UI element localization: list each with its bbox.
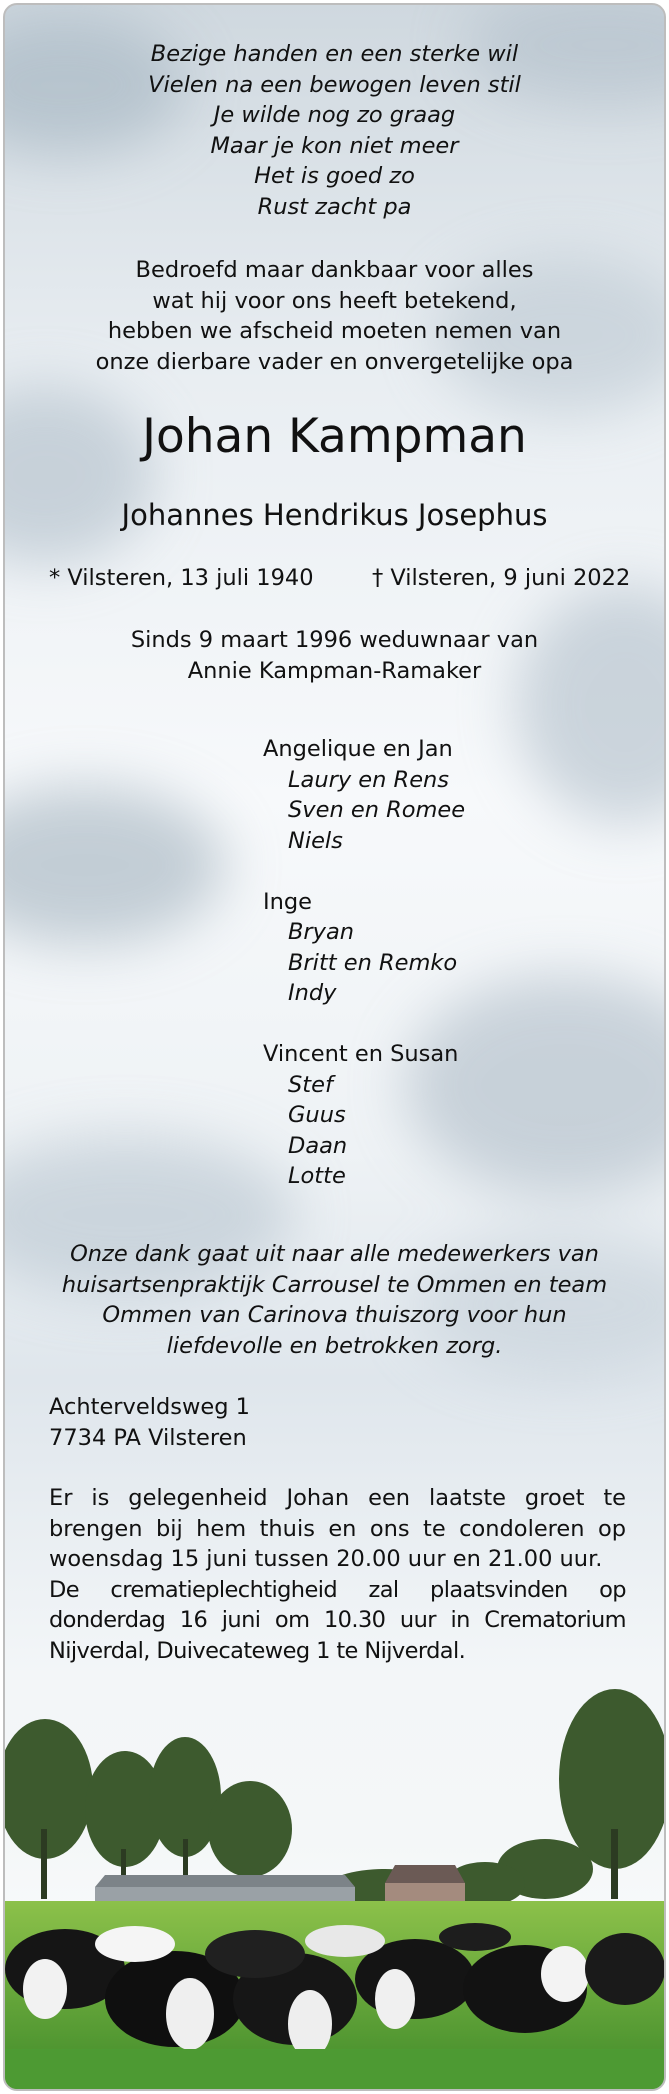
family-child: Niels bbox=[288, 827, 343, 854]
intro-text bbox=[5, 255, 664, 377]
poem-line: Maar je kon niet meer bbox=[210, 132, 459, 159]
poem-line: Je wilde nog zo graag bbox=[213, 102, 456, 128]
family-group bbox=[263, 734, 465, 856]
intro-line: Bedroefd maar dankbaar voor alles bbox=[135, 257, 534, 283]
widower-line: Sinds 9 maart 1996 weduwnaar van bbox=[130, 627, 539, 653]
family-group bbox=[263, 887, 465, 1009]
family-child: Guus bbox=[288, 1102, 346, 1128]
family-parents: Inge bbox=[263, 888, 313, 915]
death-info: † Vilsteren, 9 juni 2022 bbox=[372, 565, 631, 591]
visit-info bbox=[49, 1483, 626, 1666]
poem-line: Rust zacht pa bbox=[257, 193, 412, 220]
family-child: Daan bbox=[288, 1132, 348, 1159]
poem-line: Vielen na een bewogen leven stil bbox=[148, 71, 521, 98]
thanks-line: liefdevolle en betrokken zorg. bbox=[166, 1332, 503, 1359]
family-parents: Angelique en Jan bbox=[263, 736, 453, 762]
cremation-info: De crematieplechtigheid zal plaatsvinden op donderdag 16 juni om 10.30 uur in Crematorium Nijverdal, Duivecateweg 1 te Nijverdal. bbox=[49, 1576, 626, 1664]
birth-info: * Vilsteren, 13 juli 1940 bbox=[49, 565, 314, 591]
intro-line: hebben we afscheid moeten nemen van bbox=[107, 318, 562, 344]
deceased-full-name: Johannes Hendrikus Josephus bbox=[121, 498, 548, 532]
family-child: Britt en Remko bbox=[288, 949, 458, 976]
family-child: Indy bbox=[288, 980, 337, 1006]
family-parents: Vincent en Susan bbox=[263, 1041, 459, 1067]
intro-line: wat hij voor ons heeft betekend, bbox=[152, 287, 517, 314]
obituary-card bbox=[3, 3, 666, 2091]
family-group bbox=[263, 1039, 465, 1192]
widower-note bbox=[5, 625, 664, 686]
thanks-text bbox=[5, 1239, 664, 1361]
family-child: Lotte bbox=[288, 1163, 346, 1189]
cows-meadow-photo bbox=[5, 1669, 664, 2089]
family-child: Stef bbox=[288, 1071, 333, 1098]
correspondence-address bbox=[49, 1392, 250, 1453]
family-child: Sven en Romee bbox=[288, 797, 466, 823]
condolence-info: Er is gelegenheid Johan een laatste groet te brengen bij hem thuis en ons te condoleren op woensdag 15 juni tussen 20.00 uur en 21.00 uur. bbox=[49, 1485, 626, 1572]
deceased-name: Johan Kampman bbox=[142, 409, 527, 464]
thanks-line: huisartsenpraktijk Carrousel te Ommen en team bbox=[61, 1271, 608, 1298]
thanks-line: Onze dank gaat uit naar alle medewerkers van bbox=[70, 1241, 599, 1267]
family-child: Laury en Rens bbox=[288, 766, 450, 793]
intro-line: onze dierbare vader en onvergetelijke opa bbox=[95, 348, 574, 375]
address-street: Achterveldsweg 1 bbox=[49, 1394, 250, 1420]
poem-line: Bezige handen en een sterke wil bbox=[150, 41, 519, 67]
family-child: Bryan bbox=[288, 919, 355, 945]
poem-line: Het is goed zo bbox=[254, 163, 415, 189]
family-list bbox=[263, 734, 465, 1222]
thanks-line: Ommen van Carinova thuiszorg voor hun bbox=[102, 1302, 567, 1328]
address-city: 7734 PA Vilsteren bbox=[49, 1424, 247, 1451]
widower-line: Annie Kampman-Ramaker bbox=[187, 657, 482, 684]
poem bbox=[5, 39, 664, 222]
